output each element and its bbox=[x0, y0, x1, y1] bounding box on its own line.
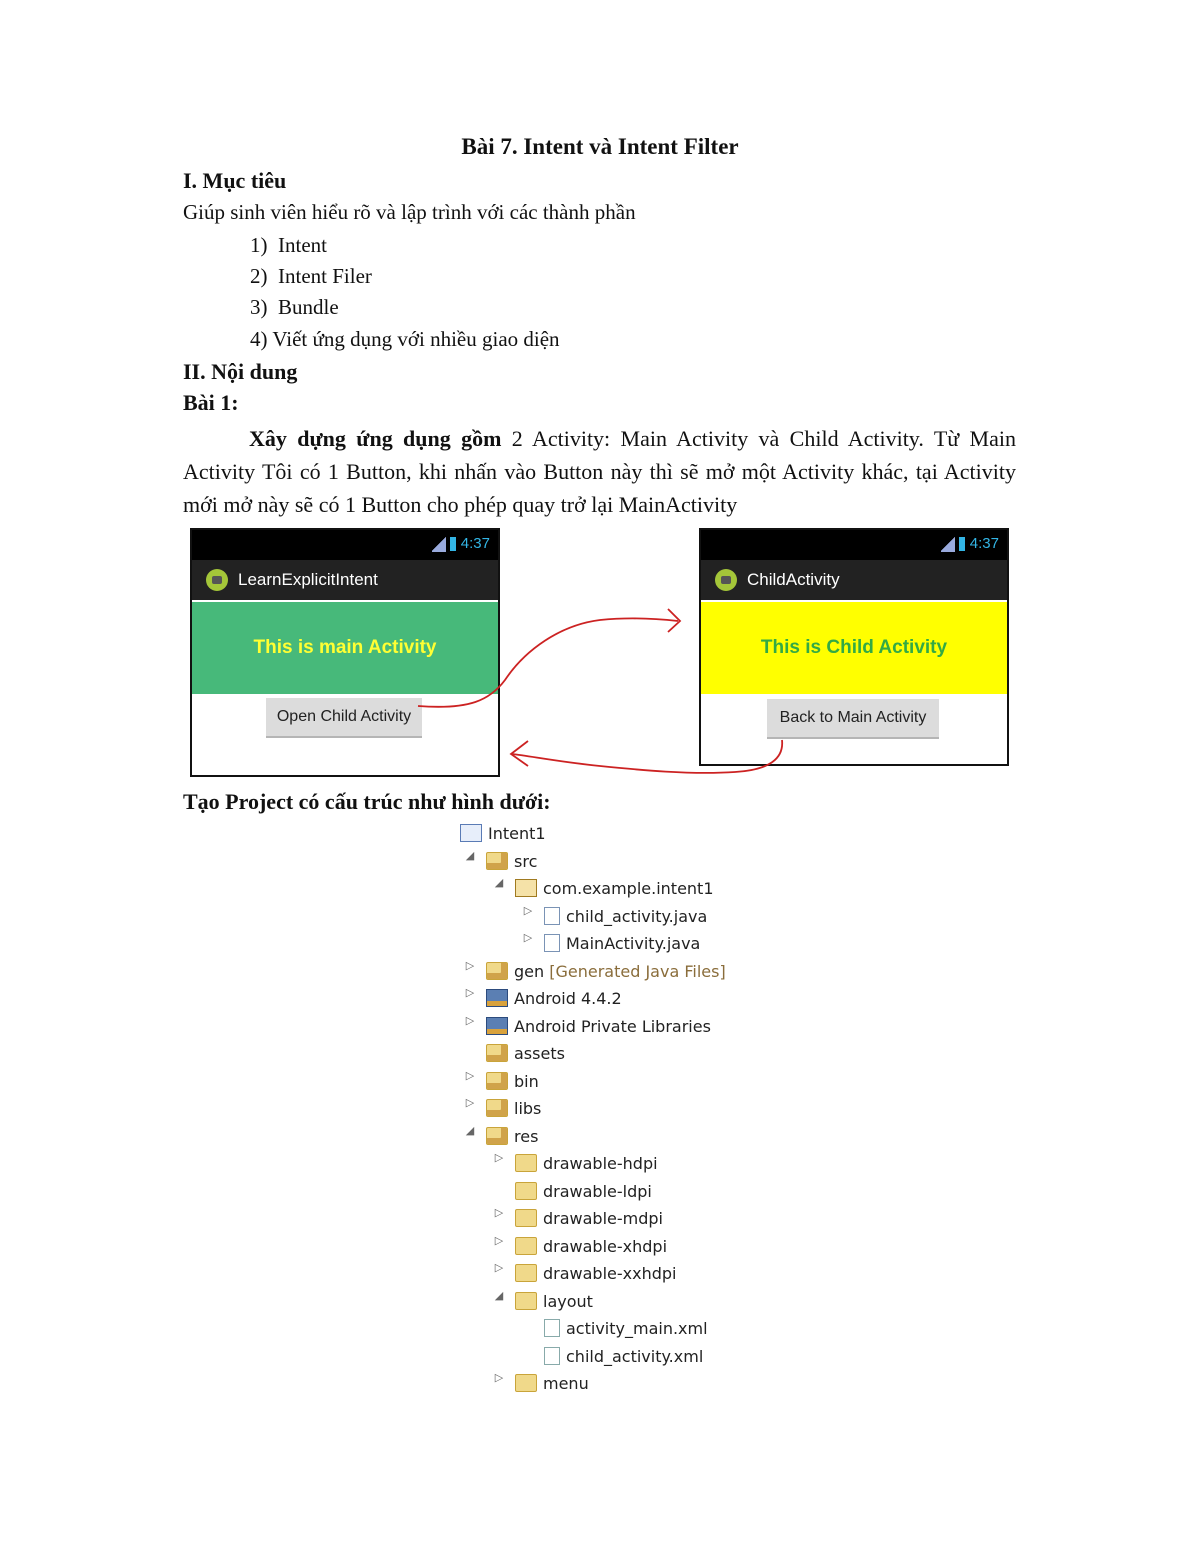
folder-icon bbox=[515, 1154, 537, 1172]
expanded-arrow-icon[interactable]: ◢ bbox=[465, 849, 475, 862]
source-folder-icon bbox=[486, 852, 508, 870]
tree-item-activity-main-xml[interactable]: activity_main.xml bbox=[544, 1316, 708, 1342]
objectives-intro: Giúp sinh viên hiểu rõ và lập trình với các thành phần bbox=[183, 200, 636, 224]
collapsed-arrow-icon[interactable]: ▷ bbox=[494, 1371, 504, 1384]
tree-item-root[interactable]: Intent1 bbox=[460, 821, 546, 847]
exercise-heading: Bài 1: bbox=[183, 390, 239, 415]
objective-item: 3) Bundle bbox=[250, 295, 339, 319]
library-icon bbox=[486, 1017, 508, 1035]
collapsed-arrow-icon[interactable]: ▷ bbox=[494, 1151, 504, 1164]
objective-item: 1) Intent bbox=[250, 233, 327, 257]
collapsed-arrow-icon[interactable]: ▷ bbox=[465, 1069, 475, 1082]
xml-file-icon bbox=[544, 1347, 560, 1365]
section-heading-objectives: I. Mục tiêu bbox=[183, 168, 287, 193]
tree-item-child-activity-xml[interactable]: child_activity.xml bbox=[544, 1344, 703, 1370]
folder-icon bbox=[515, 1182, 537, 1200]
collapsed-arrow-icon[interactable]: ▷ bbox=[465, 986, 475, 999]
xml-file-icon bbox=[544, 1319, 560, 1337]
tree-item-drawable-xxhdpi[interactable]: drawable-xxhdpi bbox=[515, 1261, 676, 1287]
java-file-icon bbox=[544, 907, 560, 925]
collapsed-arrow-icon[interactable]: ▷ bbox=[523, 904, 533, 917]
source-folder-icon bbox=[486, 962, 508, 980]
folder-icon bbox=[486, 1099, 508, 1117]
open-child-activity-button[interactable]: Open Child Activity bbox=[266, 698, 422, 738]
tree-item-menu[interactable]: menu bbox=[515, 1371, 589, 1397]
main-banner: This is main Activity bbox=[192, 602, 498, 694]
tree-item-res[interactable]: res bbox=[486, 1124, 538, 1150]
folder-icon bbox=[486, 1127, 508, 1145]
forward-arrow bbox=[418, 618, 678, 706]
expanded-arrow-icon[interactable]: ◢ bbox=[494, 1289, 504, 1302]
collapsed-arrow-icon[interactable]: ▷ bbox=[465, 959, 475, 972]
tree-item-src[interactable]: src bbox=[486, 849, 537, 875]
tree-item-gen[interactable]: gen [Generated Java Files] bbox=[486, 959, 726, 985]
collapsed-arrow-icon[interactable]: ▷ bbox=[494, 1261, 504, 1274]
objective-item: 2) Intent Filer bbox=[250, 264, 372, 288]
folder-icon bbox=[515, 1209, 537, 1227]
back-arrow bbox=[512, 740, 782, 773]
exercise-description: Xây dựng ứng dụng gồm 2 Activity: Main Activity và Child Activity. Từ Main Activity Tôi có 1 Button, khi nhấn vào Button này thì sẽ mở một Activity khác, tại Activity mới mở này sẽ có 1 Button cho phép quay trở lại MainActivity bbox=[183, 426, 1016, 517]
tree-item-drawable-hdpi[interactable]: drawable-hdpi bbox=[515, 1151, 658, 1177]
java-file-icon bbox=[544, 934, 560, 952]
status-time: 4:37 bbox=[969, 535, 999, 552]
folder-icon bbox=[486, 1072, 508, 1090]
tree-item-child-java[interactable]: child_activity.java bbox=[544, 904, 707, 930]
tree-item-drawable-xhdpi[interactable]: drawable-xhdpi bbox=[515, 1234, 667, 1260]
document-title: Bài 7. Intent và Intent Filter bbox=[461, 134, 739, 159]
tree-item-layout[interactable]: layout bbox=[515, 1289, 593, 1315]
tree-item-package[interactable]: com.example.intent1 bbox=[515, 876, 714, 902]
folder-icon bbox=[515, 1292, 537, 1310]
child-banner: This is Child Activity bbox=[701, 602, 1007, 694]
project-structure-heading: Tạo Project có cấu trúc như hình dưới: bbox=[183, 789, 551, 814]
expanded-arrow-icon[interactable]: ◢ bbox=[494, 876, 504, 889]
folder-icon bbox=[515, 1237, 537, 1255]
tree-item-libs[interactable]: libs bbox=[486, 1096, 541, 1122]
folder-icon bbox=[515, 1264, 537, 1282]
project-icon bbox=[460, 824, 482, 842]
expanded-arrow-icon[interactable]: ◢ bbox=[465, 1124, 475, 1137]
tree-item-assets[interactable]: assets bbox=[486, 1041, 565, 1067]
collapsed-arrow-icon[interactable]: ▷ bbox=[494, 1234, 504, 1247]
app-title: ChildActivity bbox=[747, 570, 840, 589]
library-icon bbox=[486, 989, 508, 1007]
collapsed-arrow-icon[interactable]: ▷ bbox=[523, 931, 533, 944]
folder-icon bbox=[515, 1374, 537, 1392]
collapsed-arrow-icon[interactable]: ▷ bbox=[465, 1096, 475, 1109]
tree-item-bin[interactable]: bin bbox=[486, 1069, 539, 1095]
tree-item-main-java[interactable]: MainActivity.java bbox=[544, 931, 700, 957]
package-icon bbox=[515, 879, 537, 897]
tree-item-drawable-ldpi[interactable]: drawable-ldpi bbox=[515, 1179, 652, 1205]
section-heading-content: II. Nội dung bbox=[183, 359, 298, 384]
back-to-main-activity-button[interactable]: Back to Main Activity bbox=[767, 699, 939, 739]
objective-item: 4) Viết ứng dụng với nhiều giao diện bbox=[250, 327, 560, 351]
status-time: 4:37 bbox=[460, 535, 490, 552]
tree-item-android-lib[interactable]: Android 4.4.2 bbox=[486, 986, 622, 1012]
app-title: LearnExplicitIntent bbox=[238, 570, 378, 589]
tree-item-drawable-mdpi[interactable]: drawable-mdpi bbox=[515, 1206, 663, 1232]
collapsed-arrow-icon[interactable]: ▷ bbox=[494, 1206, 504, 1219]
tree-item-private-libs[interactable]: Android Private Libraries bbox=[486, 1014, 711, 1040]
folder-icon bbox=[486, 1044, 508, 1062]
collapsed-arrow-icon[interactable]: ▷ bbox=[465, 1014, 475, 1027]
